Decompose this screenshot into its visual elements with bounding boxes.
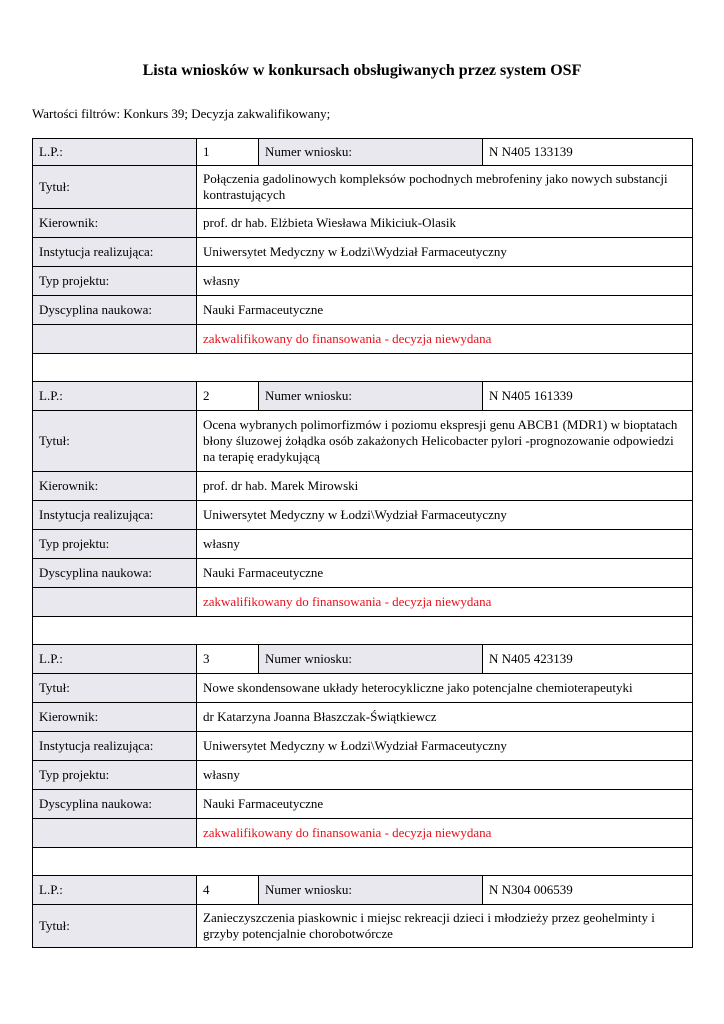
instytucja-label: Instytucja realizująca: [33, 238, 197, 267]
numer-value: N N304 006539 [483, 876, 693, 905]
record-4-title-row [33, 905, 693, 948]
record-1-status-row [33, 325, 693, 354]
dyscyplina-label: Dyscyplina naukowa: [33, 559, 197, 588]
kierownik-label: Kierownik: [33, 209, 197, 238]
record-1-instytucja-row [33, 238, 693, 267]
record-2-status-row [33, 588, 693, 617]
instytucja-value: Uniwersytet Medyczny w Łodzi\Wydział Farmaceutyczny [197, 238, 693, 267]
tytul-label: Tytuł: [33, 674, 197, 703]
dyscyplina-label: Dyscyplina naukowa: [33, 296, 197, 325]
kierownik-value: dr Katarzyna Joanna Błaszczak-Świątkiewcz [197, 703, 693, 732]
numer-value: N N405 133139 [483, 139, 693, 166]
typ-value: własny [197, 267, 693, 296]
tytul-value: Połączenia gadolinowych kompleksów pochodnych mebrofeniny jako nowych substancji kontrastujących [197, 166, 693, 209]
instytucja-label: Instytucja realizująca: [33, 732, 197, 761]
filter-summary: Wartości filtrów: Konkurs 39; Decyzja zakwalifikowany; [32, 106, 331, 121]
instytucja-value: Uniwersytet Medyczny w Łodzi\Wydział Farmaceutyczny [197, 732, 693, 761]
numer-value: N N405 161339 [483, 382, 693, 411]
tytul-value: Ocena wybranych polimorfizmów i poziomu ekspresji genu ABCB1 (MDR1) w bioptatach błony śluzowej żołądka osób zakażonych Helicobacter pylori -prognozowanie odpowiedzi na terapię eradykującą [197, 411, 693, 472]
record-2-dyscyplina-row [33, 559, 693, 588]
typ-value: własny [197, 761, 693, 790]
status-label-cell [33, 819, 197, 848]
record-2-title-row [33, 411, 693, 472]
instytucja-label: Instytucja realizująca: [33, 501, 197, 530]
typ-value: własny [197, 530, 693, 559]
tytul-label: Tytuł: [33, 905, 197, 948]
page-title: Lista wniosków w konkursach obsługiwanych przez system OSF [142, 62, 582, 79]
record-1-typ-row [33, 267, 693, 296]
tytul-value: Nowe skondensowane układy heterocykliczne jako potencjalne chemioterapeutyki [197, 674, 693, 703]
lp-value: 3 [197, 645, 259, 674]
instytucja-value: Uniwersytet Medyczny w Łodzi\Wydział Farmaceutyczny [197, 501, 693, 530]
record-3-status-row [33, 819, 693, 848]
record-1-title-row [33, 166, 693, 209]
numer-value: N N405 423139 [483, 645, 693, 674]
numer-label: Numer wniosku: [259, 382, 483, 411]
dyscyplina-value: Nauki Farmaceutyczne [197, 296, 693, 325]
dyscyplina-value: Nauki Farmaceutyczne [197, 790, 693, 819]
lp-value: 2 [197, 382, 259, 411]
tytul-label: Tytuł: [33, 411, 197, 472]
lp-value: 4 [197, 876, 259, 905]
lp-label: L.P.: [33, 645, 197, 674]
lp-label: L.P.: [33, 139, 197, 166]
record-separator [33, 617, 693, 645]
lp-label: L.P.: [33, 382, 197, 411]
kierownik-label: Kierownik: [33, 472, 197, 501]
typ-label: Typ projektu: [33, 761, 197, 790]
record-separator [33, 354, 693, 382]
dyscyplina-label: Dyscyplina naukowa: [33, 790, 197, 819]
record-3-title-row [33, 674, 693, 703]
record-3-kierownik-row [33, 703, 693, 732]
numer-label: Numer wniosku: [259, 645, 483, 674]
tytul-label: Tytuł: [33, 166, 197, 209]
record-2-typ-row [33, 530, 693, 559]
tytul-value: Zanieczyszczenia piaskownic i miejsc rekreacji dzieci i młodzieży przez geohelminty i grzyby potencjalnie chorobotwórcze [197, 905, 693, 948]
record-3-dyscyplina-row [33, 790, 693, 819]
record-3-typ-row [33, 761, 693, 790]
record-3-lp-row [33, 645, 693, 674]
lp-value: 1 [197, 139, 259, 166]
lp-label: L.P.: [33, 876, 197, 905]
record-2-kierownik-row [33, 472, 693, 501]
record-2-instytucja-row [33, 501, 693, 530]
status-value: zakwalifikowany do finansowania - decyzja niewydana [197, 588, 693, 617]
record-1-dyscyplina-row [33, 296, 693, 325]
record-1-lp-row [33, 139, 693, 166]
dyscyplina-value: Nauki Farmaceutyczne [197, 559, 693, 588]
applications-table [32, 138, 693, 948]
record-4-lp-row [33, 876, 693, 905]
status-value: zakwalifikowany do finansowania - decyzja niewydana [197, 325, 693, 354]
typ-label: Typ projektu: [33, 267, 197, 296]
numer-label: Numer wniosku: [259, 876, 483, 905]
status-value: zakwalifikowany do finansowania - decyzja niewydana [197, 819, 693, 848]
status-label-cell [33, 325, 197, 354]
record-1-kierownik-row [33, 209, 693, 238]
record-separator [33, 848, 693, 876]
record-3-instytucja-row [33, 732, 693, 761]
record-2-lp-row [33, 382, 693, 411]
kierownik-value: prof. dr hab. Marek Mirowski [197, 472, 693, 501]
status-label-cell [33, 588, 197, 617]
typ-label: Typ projektu: [33, 530, 197, 559]
kierownik-value: prof. dr hab. Elżbieta Wiesława Mikiciuk-Olasik [197, 209, 693, 238]
numer-label: Numer wniosku: [259, 139, 483, 166]
kierownik-label: Kierownik: [33, 703, 197, 732]
